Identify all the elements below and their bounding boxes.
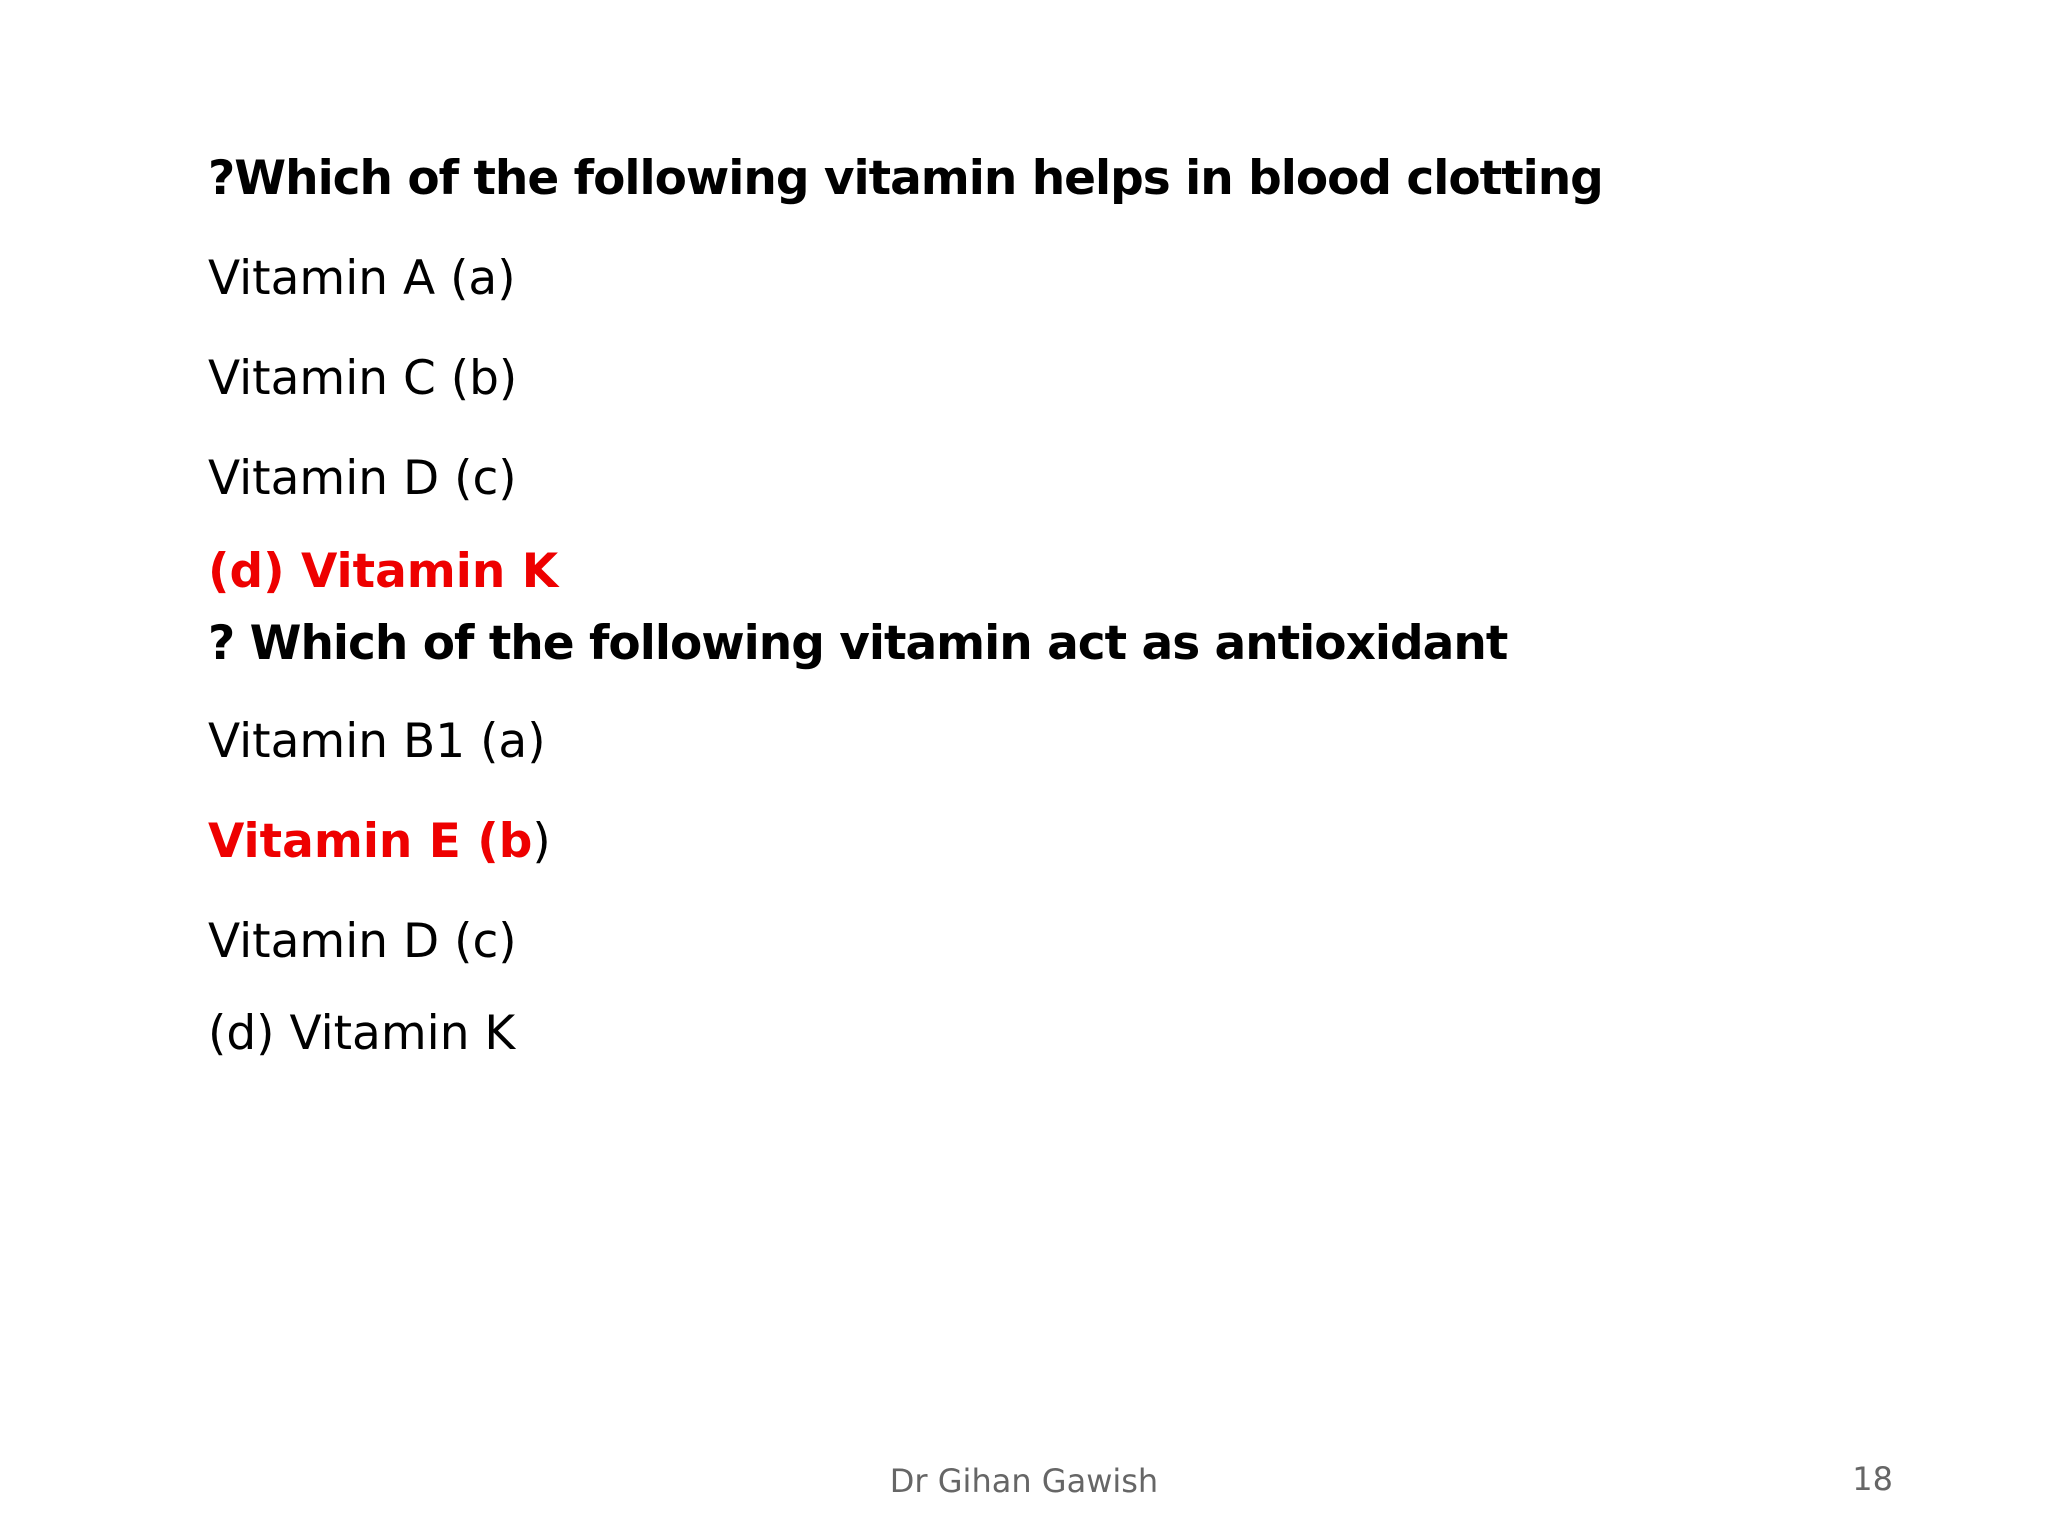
q2-answer-b-label: Vitamin E (b bbox=[208, 814, 533, 869]
q2-answer-b-paren: ) bbox=[532, 814, 551, 869]
question-1: ?Which of the following vitamin helps in blood clotting bbox=[208, 151, 1603, 206]
question-2: ? Which of the following vitamin act as antioxidant bbox=[208, 616, 1508, 671]
q2-option-c: Vitamin D (c) bbox=[208, 914, 517, 969]
footer-author: Dr Gihan Gawish bbox=[889, 1462, 1159, 1500]
page-number: 18 bbox=[1852, 1460, 1893, 1498]
q1-option-c: Vitamin D (c) bbox=[208, 451, 517, 506]
q1-answer-d: (d) Vitamin K bbox=[208, 544, 559, 599]
q2-answer-b bbox=[208, 814, 551, 869]
q2-option-a: Vitamin B1 (a) bbox=[208, 714, 546, 769]
q1-option-a: Vitamin A (a) bbox=[208, 251, 516, 306]
q1-option-b: Vitamin C (b) bbox=[208, 351, 518, 406]
q2-option-d: (d) Vitamin K bbox=[208, 1006, 516, 1061]
